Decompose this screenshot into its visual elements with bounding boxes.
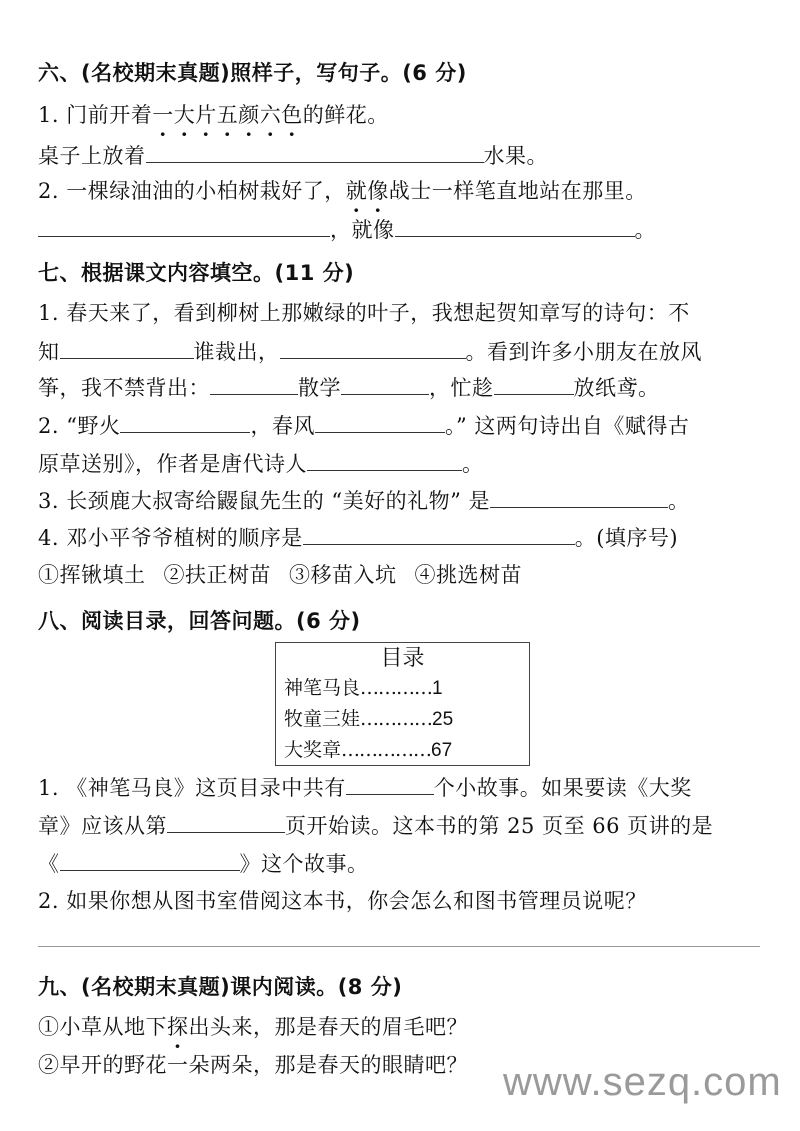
section9-paragraph-1: ①小草从地下探出头来，那是春天的眉毛吧？ xyxy=(38,1015,468,1039)
section8-q1-line3: 《 》这个故事。 xyxy=(38,848,369,879)
section8-q1-line2: 章》应该从第 页开始读。这本书的第 25 页至 66 页讲的是 xyxy=(38,810,713,841)
answer-blank[interactable] xyxy=(490,485,668,508)
section7-q4: 4. 邓小平爷爷植树的顺序是 。(填序号) xyxy=(38,522,678,553)
section9-heading: 九、(名校期末真题)课内阅读。(8 分) xyxy=(38,975,403,999)
section6-q1-example: 1. 门前开着一大片五颜六色的鲜花。 xyxy=(38,103,389,127)
answer-blank[interactable] xyxy=(210,372,298,395)
answer-blank[interactable] xyxy=(494,372,574,395)
section6-heading: 六、(名校期末真题)照样子，写句子。(6 分) xyxy=(38,61,467,85)
option-4: ④挑选树苗 xyxy=(414,563,522,587)
answer-blank[interactable] xyxy=(303,522,575,545)
section7-q1-line2: 知 谁裁出， 。看到许多小朋友在放风 xyxy=(38,336,702,367)
answer-blank[interactable] xyxy=(120,410,250,433)
answer-blank[interactable] xyxy=(307,448,462,471)
section7-heading: 七、根据课文内容填空。(11 分) xyxy=(38,261,355,285)
toc-entry: 大奖章……………67 xyxy=(284,739,453,761)
section6-q2-fill: ，就像 。 xyxy=(38,214,656,245)
toc-title: 目录 xyxy=(380,646,425,671)
answer-blank[interactable] xyxy=(341,372,429,395)
answer-line[interactable] xyxy=(38,946,760,947)
section7-q2-line1: 2. “野火 ，春风 。” 这两句诗出自《赋得古 xyxy=(38,410,689,441)
section6-q2-example: 2. 一棵绿油油的小柏树栽好了，就像战士一样笔直地站在那里。 xyxy=(38,179,647,203)
section6-q1-fill: 桌子上放着 水果。 xyxy=(38,140,548,171)
section8-q2: 2. 如果你想从图书室借阅这本书，你会怎么和图书管理员说呢？ xyxy=(38,889,647,913)
option-1: ①挥锹填土 xyxy=(38,563,146,587)
section7-q3: 3. 长颈鹿大叔寄给鼹鼠先生的 “美好的礼物” 是 。 xyxy=(38,485,690,516)
answer-blank[interactable] xyxy=(146,140,484,163)
section7-q1-line1: 1. 春天来了，看到柳树上那嫩绿的叶子，我想起贺知章写的诗句：不 xyxy=(38,301,690,325)
section8-heading: 八、阅读目录，回答问题。(6 分) xyxy=(38,609,361,633)
option-2: ②扶正树苗 xyxy=(163,563,271,587)
section7-q1-line3: 筝，我不禁背出： 散学 ，忙趁 放纸鸢。 xyxy=(38,372,660,403)
toc-entry: 神笔马良…………1 xyxy=(284,677,443,699)
answer-blank[interactable] xyxy=(315,410,445,433)
section8-q1-line1: 1. 《神笔马良》这页目录中共有 个小故事。如果要读《大奖 xyxy=(38,772,692,803)
answer-blank[interactable] xyxy=(346,772,434,795)
section9-paragraph-2: ②早开的野花一朵两朵，那是春天的眼睛吧？ xyxy=(38,1053,468,1077)
answer-blank[interactable] xyxy=(60,336,194,359)
watermark: www.sezq.com xyxy=(503,1060,782,1104)
section7-q2-line2: 原草送别》，作者是唐代诗人 。 xyxy=(38,448,484,479)
answer-blank[interactable] xyxy=(60,848,240,871)
answer-blank[interactable] xyxy=(38,214,330,237)
table-of-contents-box xyxy=(275,642,530,766)
section7-options xyxy=(38,560,522,590)
option-3: ③移苗入坑 xyxy=(289,563,397,587)
answer-blank[interactable] xyxy=(167,810,285,833)
answer-blank[interactable] xyxy=(280,336,466,359)
answer-blank[interactable] xyxy=(395,214,635,237)
toc-entry: 牧童三娃…………25 xyxy=(284,708,454,730)
